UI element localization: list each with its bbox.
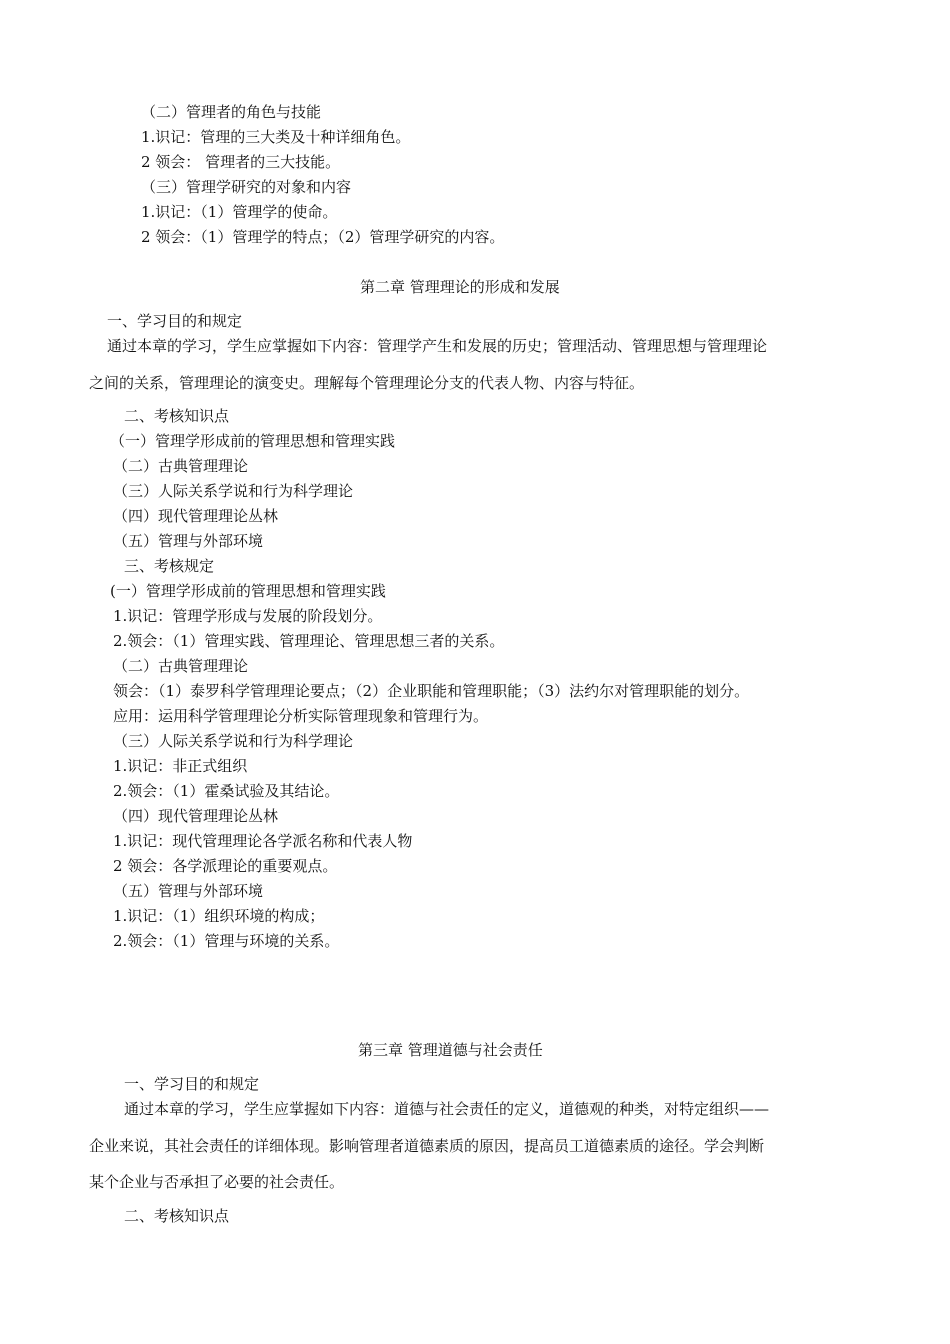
- knowledge-item: （二）古典管理理论: [113, 457, 249, 475]
- exam-line: 2.领会：（1）霍桑试验及其结论。: [113, 782, 340, 800]
- exam-line: 1.识记：现代管理理论各学派名称和代表人物: [113, 832, 413, 850]
- object-understand-line: 2 领会：（1）管理学的特点；（2）管理学研究的内容。: [141, 228, 505, 246]
- object-recall-line: 1.识记：（1）管理学的使命。: [141, 203, 338, 221]
- chapter2-goal-line2: 之间的关系，管理理论的演变史。理解每个管理理论分支的代表人物、内容与特征。: [89, 374, 645, 392]
- knowledge-item: （五）管理与外部环境: [113, 532, 264, 550]
- exam-line: 1.识记：管理学形成与发展的阶段划分。: [113, 607, 383, 625]
- role-understand-line: 2 领会： 管理者的三大技能。: [141, 153, 341, 171]
- exam-line: 领会：（1）泰罗科学管理理论要点；（2）企业职能和管理职能；（3）法约尔对管理职能的划分。: [113, 682, 750, 700]
- chapter2-goal-line1: 通过本章的学习，学生应掌握如下内容：管理学产生和发展的历史；管理活动、管理思想与管理理论: [107, 337, 768, 355]
- exam-line: （三）人际关系学说和行为科学理论: [113, 732, 354, 750]
- knowledge-item: （三）人际关系学说和行为科学理论: [113, 482, 354, 500]
- knowledge-item: （一）管理学形成前的管理思想和管理实践: [110, 432, 396, 450]
- chapter3-goal-line1: 通过本章的学习，学生应掌握如下内容：道德与社会责任的定义，道德观的种类，对特定组织——: [124, 1100, 770, 1118]
- chapter2-goal-heading: 一、学习目的和规定: [107, 312, 243, 330]
- exam-line: （五）管理与外部环境: [113, 882, 264, 900]
- exam-line: 2 领会：各学派理论的重要观点。: [113, 857, 338, 875]
- exam-line: 2.领会：（1）管理与环境的关系。: [113, 932, 340, 950]
- chapter2-knowledge-heading: 二、考核知识点: [124, 407, 230, 425]
- chapter3-knowledge-heading: 二、考核知识点: [124, 1207, 230, 1225]
- knowledge-item: （四）现代管理理论丛林: [113, 507, 279, 525]
- chapter3-goal-heading: 一、学习目的和规定: [124, 1075, 260, 1093]
- chapter2-exam-heading: 三、考核规定: [124, 557, 215, 575]
- exam-line: （四）现代管理理论丛林: [113, 807, 279, 825]
- exam-line: （二）古典管理理论: [113, 657, 249, 675]
- chapter3-goal-line2: 企业来说，其社会责任的详细体现。影响管理者道德素质的原因，提高员工道德素质的途径。学会判断: [89, 1137, 765, 1155]
- exam-line: 1.识记：非正式组织: [113, 757, 248, 775]
- chapter3-title: 第三章 管理道德与社会责任: [358, 1041, 543, 1059]
- exam-line: 2.领会：（1）管理实践、管理理论、管理思想三者的关系。: [113, 632, 505, 650]
- role-skills-heading: （二）管理者的角色与技能: [141, 103, 322, 121]
- exam-line: 1.识记：（1）组织环境的构成；: [113, 907, 325, 925]
- exam-line: (一）管理学形成前的管理思想和管理实践: [110, 582, 386, 600]
- research-object-heading: （三）管理学研究的对象和内容: [141, 178, 352, 196]
- chapter3-goal-line3: 某个企业与否承担了必要的社会责任。: [89, 1173, 345, 1191]
- chapter2-title: 第二章 管理理论的形成和发展: [360, 278, 560, 296]
- role-recall-line: 1.识记：管理的三大类及十种详细角色。: [141, 128, 411, 146]
- exam-line: 应用：运用科学管理理论分析实际管理现象和管理行为。: [113, 707, 489, 725]
